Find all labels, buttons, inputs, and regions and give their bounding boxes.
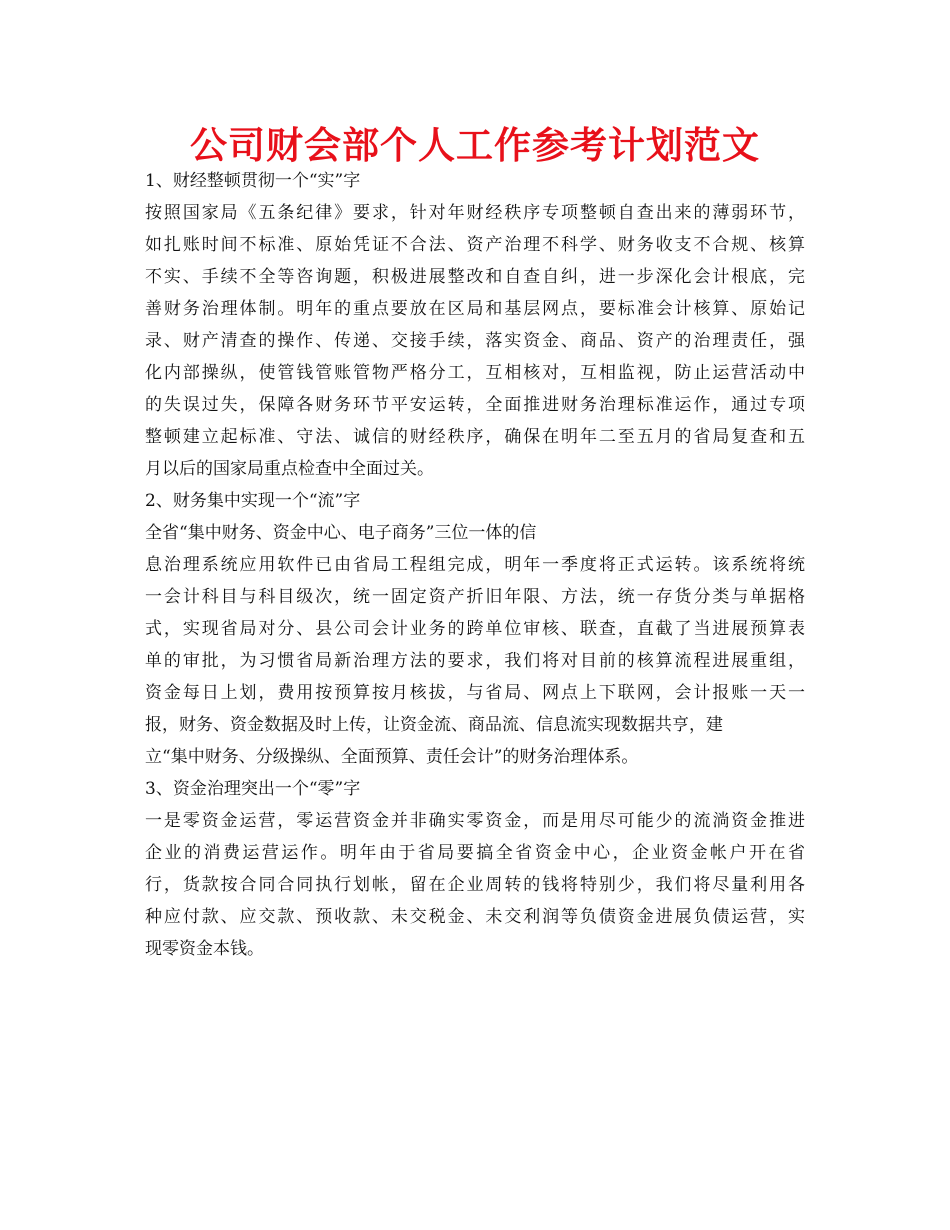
paragraph-line: 月以后的国家局重点检查中全面过关。 xyxy=(145,459,434,479)
paragraph-line: 不实、手续不全等咨询题，积极进展整改和自查自纠，进一步深化会计根底，完 xyxy=(145,267,805,287)
paragraph-line: 报，财务、资金数据及时上传，让资金流、商品流、信息流实现数据共亨，建 xyxy=(145,715,723,735)
paragraph-line: 息治理系统应用软件已由省局工程组完成，明年一季度将正式运转。该系统将统 xyxy=(145,555,805,575)
section-heading-2: 2、财务集中实现一个“流”字 xyxy=(145,491,361,511)
section-heading-1: 1、财经整顿贯彻一个“实”字 xyxy=(145,171,361,191)
paragraph-line: 录、财产清查的操作、传递、交接手续，落实资金、商品、资产的治理责任，强 xyxy=(145,331,805,351)
paragraph-line: 单的审批，为习惯省局新治理方法的要求，我们将对目前的核算流程进展重组， xyxy=(145,651,805,671)
paragraph-line: 整顿建立起标准、守法、诚信的财经秩序，确保在明年二至五月的省局复查和五 xyxy=(145,427,805,447)
paragraph-line: 企业的消费运营运作。明年由于省局要搞全省资金中心，企业资金帐户开在省 xyxy=(145,843,805,863)
paragraph-line: 全省“集中财务、资金中心、电子商务”三位一体的信 xyxy=(145,523,537,543)
paragraph-line: 如扎账时间不标准、原始凭证不合法、资产治理不科学、财务收支不合规、核算 xyxy=(145,235,805,255)
page-title: 公司财会部个人工作参考计划范文 xyxy=(190,124,760,167)
paragraph-line: 一会计科目与科目级次，统一固定资产折旧年限、方法，统一存货分类与单据格 xyxy=(145,587,805,607)
paragraph-line: 善财务治理体制。明年的重点要放在区局和基层网点，要标准会计核算、原始记 xyxy=(145,299,805,319)
paragraph-line: 的失误过失，保障各财务环节平安运转，全面推进财务治理标准运作，通过专项 xyxy=(145,395,805,415)
paragraph-line: 化内部操纵，使管钱管账管物严格分工，互相核对，互相监视，防止运营活动中 xyxy=(145,363,805,383)
section-heading-3: 3、资金治理突出一个“零”字 xyxy=(145,779,361,799)
document-body xyxy=(145,165,805,965)
paragraph-line: 式，实现省局对分、县公司会计业务的跨单位审核、联查，直截了当进展预算表 xyxy=(145,619,805,639)
paragraph-line: 种应付款、应交款、预收款、未交税金、未交利润等负债资金进展负债运营，实 xyxy=(145,907,805,927)
paragraph-line: 资金每日上划，费用按预算按月核拔，与省局、网点上下联网，会计报账一天一 xyxy=(145,683,805,703)
paragraph-line: 行，货款按合同合同执行划帐，留在企业周转的钱将特别少，我们将尽量利用各 xyxy=(145,875,805,895)
paragraph-line: 按照国家局《五条纪律》要求，针对年财经秩序专项整顿自查出来的薄弱环节， xyxy=(145,203,805,223)
paragraph-line: 立“集中财务、分级操纵、全面预算、责任会计”的财务治理体系。 xyxy=(145,747,639,767)
paragraph-line: 一是零资金运营，零运营资金并非确实零资金，而是用尽可能少的流淌资金推进 xyxy=(145,811,805,831)
paragraph-line: 现零资金本钱。 xyxy=(145,939,264,959)
